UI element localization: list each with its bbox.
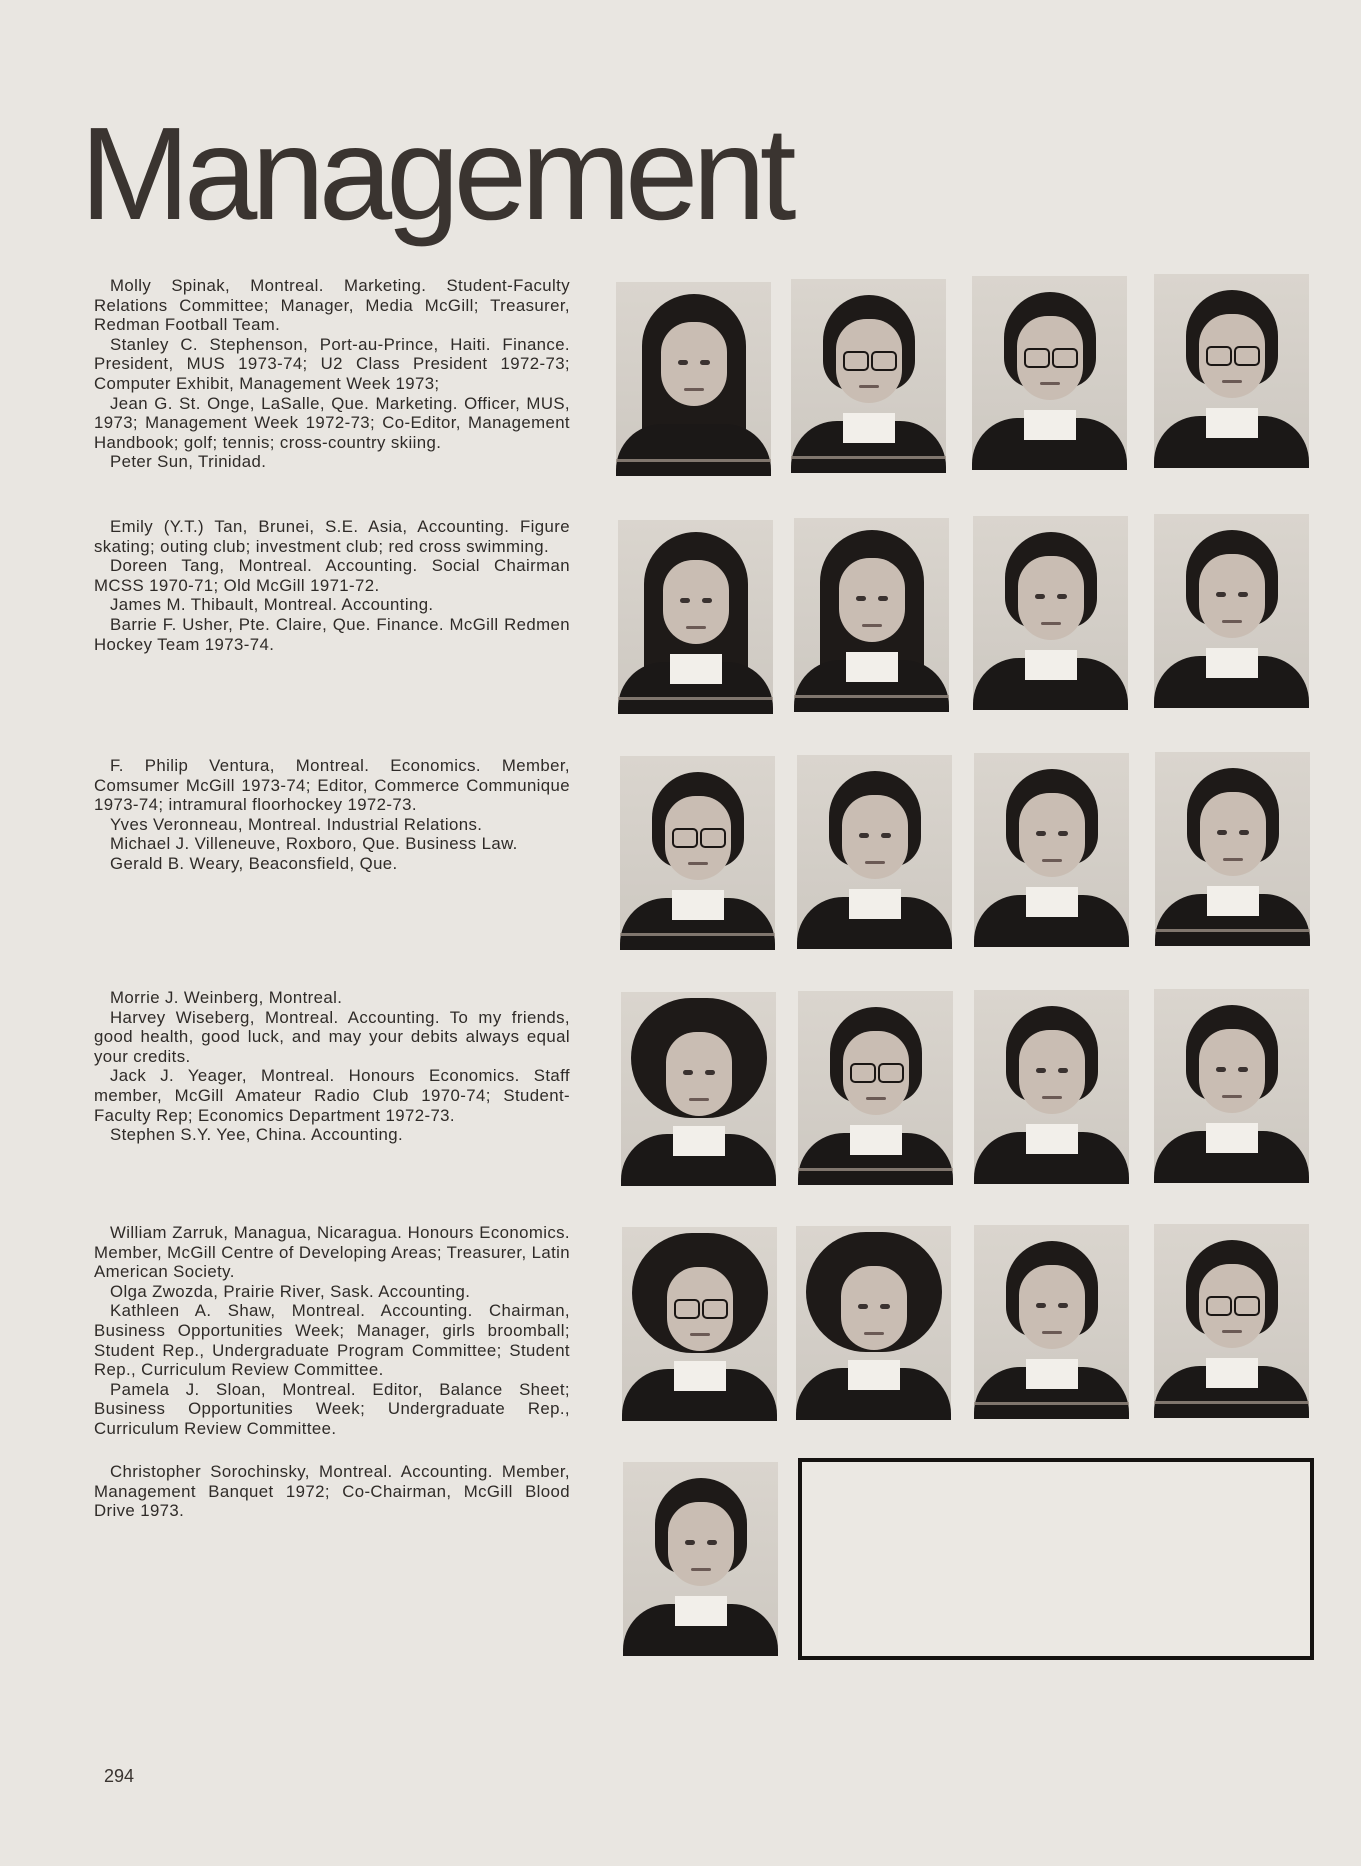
caption-entry: Peter Sun, Trinidad. xyxy=(110,452,267,472)
portrait-photo xyxy=(972,276,1127,470)
portrait-photo xyxy=(798,991,953,1185)
caption-block-3 xyxy=(94,756,570,874)
caption-entry: William Zarruk, Managua, Nicaragua. Honours Economics. Member, McGill Centre of Developing Areas; Treasurer, Latin American Society. xyxy=(94,1223,570,1282)
portrait-photo xyxy=(1155,752,1310,946)
caption-entry: Yves Veronneau, Montreal. Industrial Relations. xyxy=(110,814,483,834)
caption-entry: Michael J. Villeneuve, Roxboro, Que. Business Law. xyxy=(110,834,518,854)
portrait-photo xyxy=(618,520,773,714)
portrait-photo xyxy=(1154,274,1309,468)
caption-entry: Jack J. Yeager, Montreal. Honours Economics. Staff member, McGill Amateur Radio Club 1970-74; Student-Faculty Rep; Economics Department 1972-73. xyxy=(94,1066,570,1125)
portrait-photo xyxy=(623,1462,778,1656)
caption-entry: Kathleen A. Shaw, Montreal. Accounting. Chairman, Business Opportunities Week; Manager, girls broomball; Student Rep., Undergraduate Program Committee; Student Rep., Curriculum Review Committee. xyxy=(94,1301,570,1380)
caption-block-2 xyxy=(94,517,570,654)
caption-entry: Pamela J. Sloan, Montreal. Editor, Balance Sheet; Business Opportunities Week; Undergraduate Rep., Curriculum Review Committee. xyxy=(94,1379,570,1438)
empty-photo-frame xyxy=(798,1458,1314,1660)
caption-entry: Stephen S.Y. Yee, China. Accounting. xyxy=(110,1125,404,1145)
caption-entry: Stanley C. Stephenson, Port-au-Prince, Haiti. Finance. President, MUS 1973-74; U2 Class President 1972-73; Computer Exhibit, Management Week 1973; xyxy=(94,334,570,393)
caption-entry: Morrie J. Weinberg, Montreal. xyxy=(110,988,343,1007)
portrait-photo xyxy=(620,756,775,950)
portrait-photo xyxy=(1154,1224,1309,1418)
portrait-photo xyxy=(1154,514,1309,708)
caption-entry: Molly Spinak, Montreal. Marketing. Student-Faculty Relations Committee; Manager, Media McGill; Treasurer, Redman Football Team. xyxy=(94,276,570,335)
portrait-photo xyxy=(622,1227,777,1421)
caption-entry: Olga Zwozda, Prairie River, Sask. Accounting. xyxy=(110,1281,471,1301)
portrait-photo xyxy=(974,753,1129,947)
portrait-photo xyxy=(974,990,1129,1184)
caption-block-6 xyxy=(94,1462,570,1521)
caption-block-5 xyxy=(94,1223,570,1439)
portrait-photo xyxy=(974,1225,1129,1419)
caption-entry: Emily (Y.T.) Tan, Brunei, S.E. Asia, Accounting. Figure skating; outing club; investment club; red cross swimming. xyxy=(94,517,570,556)
caption-entry: James M. Thibault, Montreal. Accounting. xyxy=(110,595,434,615)
portrait-photo xyxy=(791,279,946,473)
portrait-photo xyxy=(973,516,1128,710)
caption-entry: Barrie F. Usher, Pte. Claire, Que. Finance. McGill Redmen Hockey Team 1973-74. xyxy=(94,614,570,654)
caption-block-4 xyxy=(94,988,570,1145)
page-number: 294 xyxy=(104,1766,135,1786)
portrait-photo xyxy=(1154,989,1309,1183)
caption-entry: Jean G. St. Onge, LaSalle, Que. Marketing. Officer, MUS, 1973; Management Week 1972-73; Co-Editor, Management Handbook; golf; tennis; cross-country skiing. xyxy=(94,393,570,452)
caption-entry: F. Philip Ventura, Montreal. Economics. Member, Comsumer McGill 1973-74; Editor, Commerce Communique 1973-74; intramural floorhockey 1972-73. xyxy=(94,756,570,815)
portrait-photo xyxy=(621,992,776,1186)
portrait-photo xyxy=(797,755,952,949)
caption-entry: Christopher Sorochinsky, Montreal. Accounting. Member, Management Banquet 1972; Co-Chairman, McGill Blood Drive 1973. xyxy=(94,1462,570,1521)
caption-entry: Doreen Tang, Montreal. Accounting. Social Chairman MCSS 1970-71; Old McGill 1971-72. xyxy=(94,556,570,595)
portrait-photo xyxy=(794,518,949,712)
caption-entry: Harvey Wiseberg, Montreal. Accounting. To my friends, good health, good luck, and may your debits always equal your credits. xyxy=(94,1007,570,1066)
portrait-photo xyxy=(796,1226,951,1420)
portrait-photo xyxy=(616,282,771,476)
page-title: Management xyxy=(80,100,791,247)
caption-entry: Gerald B. Weary, Beaconsfield, Que. xyxy=(110,853,398,873)
caption-block-1 xyxy=(94,276,570,472)
